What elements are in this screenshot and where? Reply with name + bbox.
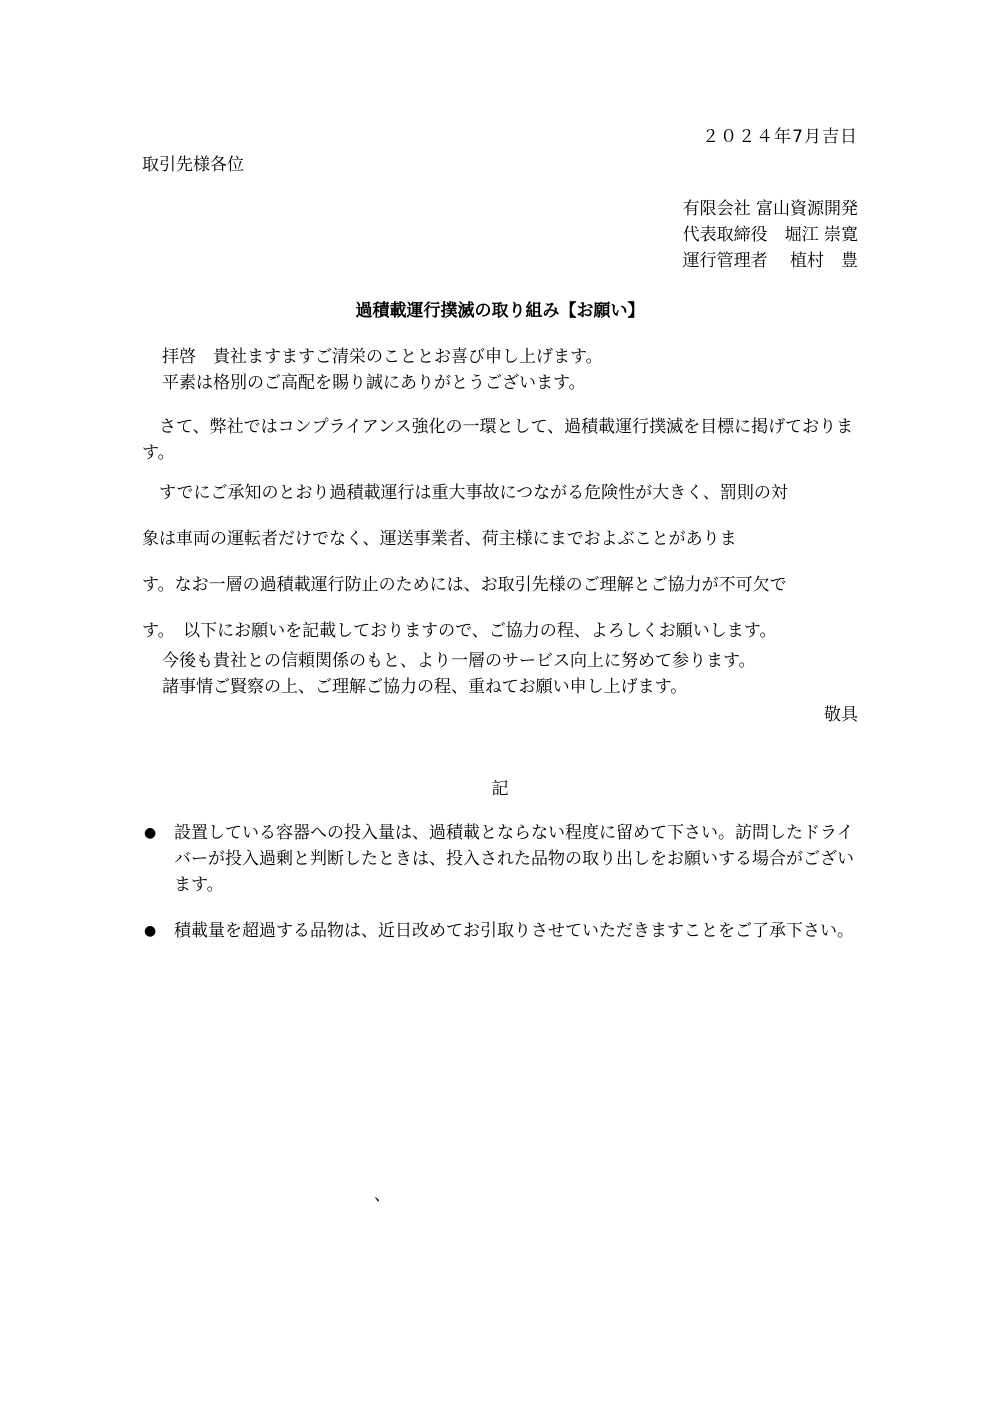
body-line: 象は車両の運転者だけでなく、運送事業者、荷主様にまでおよぶことがありま [142, 529, 737, 549]
greeting-line: 拝啓 貴社ますますご清栄のこととお喜び申し上げます。 [162, 347, 603, 367]
recipient: 取引先様各位 [142, 155, 244, 175]
sender-manager: 運行管理者 植村 豊 [682, 251, 858, 271]
greeting-line: 平素は格別のご高配を賜り誠にありがとうございます。 [162, 373, 586, 393]
greeting [162, 344, 603, 396]
letter-date: ２０２４年7月吉日 [702, 127, 858, 147]
sender-company: 有限会社 富山資源開発 [682, 199, 858, 219]
closing-line: 諸事情ご賢察の上、ご理解ご協力の程、重ねてお願い申し上げます。 [162, 677, 688, 697]
ki-heading: 記 [491, 779, 509, 799]
list-item-text: 設置している容器への投入量は、過積載とならない程度に留めて下さい。訪問したドライバーが投入過剰と判断したときは、投入された品物の取り出しをお願いする場合がございます。 [174, 823, 854, 895]
body-intro: さて、弊社ではコンプライアンス強化の一環として、過積載運行撲滅を目標に掲げております。 [142, 417, 854, 463]
sender-representative: 代表取締役 堀江 崇寛 [682, 225, 858, 245]
closing [162, 648, 756, 700]
bullet-icon: ● [144, 923, 157, 939]
body-paragraph [142, 470, 858, 654]
sender-block [683, 196, 858, 274]
body-line: す。なお一層の過積載運行防止のためには、お取引先様のご理解とご協力が不可欠で [142, 575, 787, 595]
list-item-text: 積載量を超過する品物は、近日改めてお引取りさせていただきますことをご了承下さい。 [174, 921, 854, 941]
list-item [142, 820, 858, 898]
body-line: すでにご承知のとおり過積載運行は重大事故につながる危険性が大きく、罰則の対 [142, 483, 788, 503]
closing-line: 今後も貴社との信頼関係のもと、より一層のサービス向上に努めて参ります。 [162, 651, 756, 671]
bullet-icon: ● [144, 825, 157, 841]
keigu: 敬具 [824, 705, 858, 725]
stray-mark: 、 [374, 1185, 391, 1205]
body-line: す。 以下にお願いを記載しておりますので、ご協力の程、よろしくお願いします。 [142, 621, 777, 641]
list-item [142, 918, 858, 944]
letter-title: 過積載運行撲滅の取り組み【お願い】 [355, 301, 645, 321]
